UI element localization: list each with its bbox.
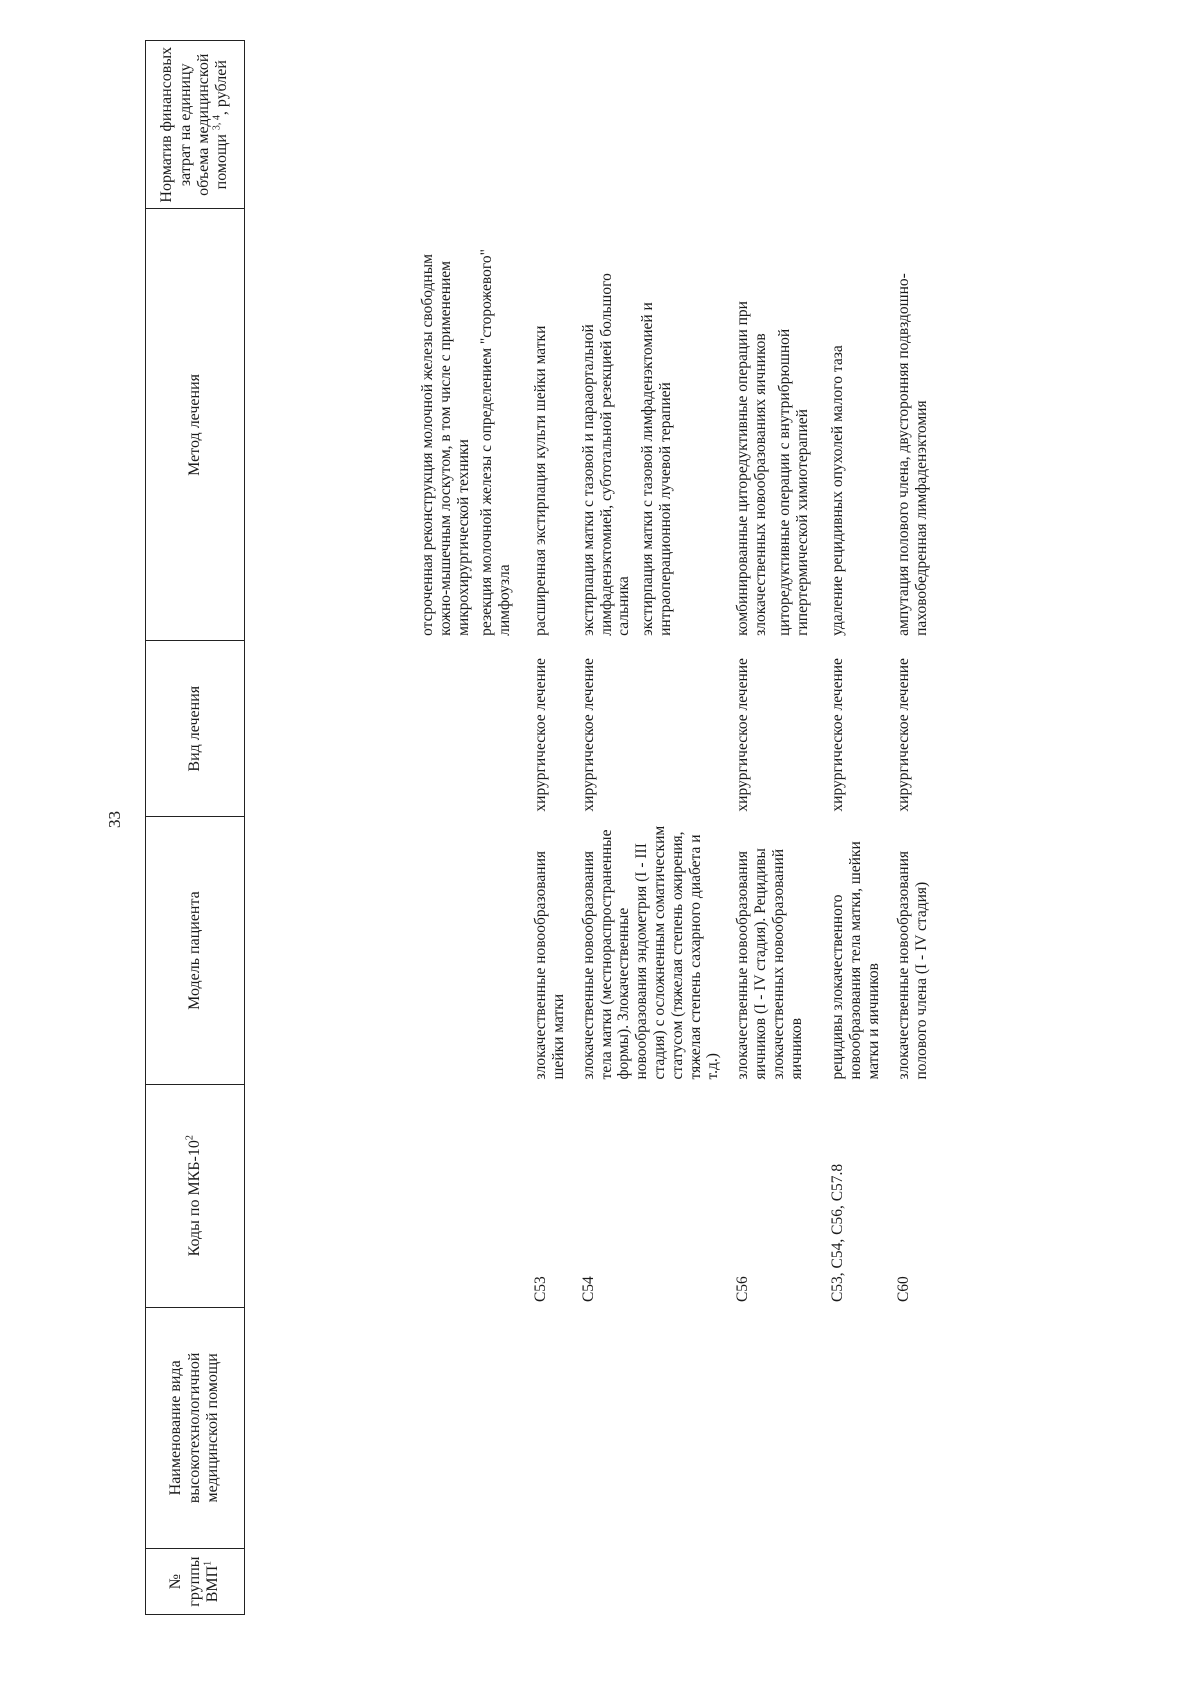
code-cell <box>415 1085 528 1308</box>
method-item: ампутация полового члена, двусторонняя подвздошно-паховобедренная лимфаденэктомия <box>894 273 930 636</box>
name-cell <box>825 1307 890 1549</box>
name-cell <box>576 1307 731 1549</box>
group-no-cell <box>528 1549 576 1615</box>
method-cell <box>415 209 528 641</box>
method-item: циторедуктивные операции с внутрибрюшной гипертермической химиотерапией <box>775 328 811 636</box>
table-row <box>825 41 890 1615</box>
code-cell: C56 <box>734 1276 752 1303</box>
model-cell: злокачественные новообразования шейки матки <box>532 850 567 1080</box>
model-cell <box>415 817 528 1085</box>
code-cell: C60 <box>894 1276 912 1303</box>
header-group-no: № группы ВМП$^1$ <box>146 1549 245 1615</box>
model-cell: рецидивы злокачественного новообразования тела матки, шейки матки и яичников <box>829 841 883 1080</box>
norm-cell <box>576 41 731 209</box>
type-cell: хирургическое лечение <box>894 658 912 812</box>
method-cell <box>891 209 945 641</box>
type-cell <box>415 641 528 817</box>
table-row <box>891 41 945 1615</box>
code-cell: C53, C54, C56, C57.8 <box>829 1163 847 1303</box>
method-item: расширенная экстирпация культи шейки матки <box>532 325 550 636</box>
method-item: экстирпация матки с тазовой и парааортальной лимфаденэктомией, субтотальной резекцией большого сальника <box>579 273 633 636</box>
group-no-cell <box>415 1549 528 1615</box>
norm-cell <box>891 41 945 209</box>
method-cell <box>730 209 825 641</box>
method-item: отсроченная реконструкция молочной железы свободным кожно-мышечным лоскутом, в том числе с применением микрохирургической техники <box>419 254 472 636</box>
code-cell: C53 <box>532 1276 550 1303</box>
header-norm: Норматив финансовых затрат на единицу объема медицинской помощи $^{3, 4}$, рублей <box>146 41 245 209</box>
table-header-row <box>146 41 245 1615</box>
method-item: резекция молочной железы с определением "сторожевого" лимфоузла <box>478 249 514 636</box>
group-no-cell <box>730 1549 825 1615</box>
type-cell: хирургическое лечение <box>734 658 752 812</box>
model-cell: злокачественные новообразования тела матки (местнораспространенные формы). Злокачественные новообразования эндометрия (I - III стадия) с осложненным соматическим статусом (тяжелая степень ожирения, тяжелая степень сахарного диабета и т.д.) <box>579 825 722 1080</box>
table-row <box>415 41 528 1615</box>
name-cell <box>415 1307 528 1549</box>
table-row <box>730 41 825 1615</box>
page-number: 33 <box>105 811 124 828</box>
table-row <box>528 41 576 1615</box>
vmp-table <box>145 40 945 1615</box>
group-no-cell <box>576 1549 731 1615</box>
name-cell <box>891 1307 945 1549</box>
method-item: удаление рецидивных опухолей малого таза <box>829 345 847 636</box>
method-item: комбинированные циторедуктивные операции при злокачественных новообразованиях яичников <box>734 301 769 636</box>
method-item: экстирпация матки с тазовой лимфаденэктомией и интраоперационной лучевой терапией <box>639 302 674 636</box>
type-cell: хирургическое лечение <box>829 658 847 812</box>
model-cell: злокачественные новообразования полового члена (I - IV стадия) <box>894 850 930 1080</box>
document-table-area <box>145 40 1060 1615</box>
norm-cell <box>730 41 825 209</box>
group-no-cell <box>825 1549 890 1615</box>
norm-cell <box>825 41 890 209</box>
header-type: Вид лечения <box>146 641 245 817</box>
table-row <box>576 41 731 1615</box>
method-cell <box>528 209 576 641</box>
type-cell: хирургическое лечение <box>532 658 550 812</box>
header-name: Наименование вида высокотехнологичной медицинской помощи <box>146 1307 245 1549</box>
code-cell: C54 <box>579 1276 597 1303</box>
norm-cell <box>415 41 528 209</box>
norm-cell <box>528 41 576 209</box>
header-codes: Коды по МКБ-$10^2$ <box>146 1085 245 1308</box>
header-method: Метод лечения <box>146 209 245 641</box>
name-cell <box>528 1307 576 1549</box>
model-cell: злокачественные новообразования яичников (I - IV стадия). Рецидивы злокачественных новообразований яичников <box>734 848 805 1080</box>
spacer-row <box>245 41 416 1615</box>
method-cell <box>825 209 890 641</box>
group-no-cell <box>891 1549 945 1615</box>
method-cell <box>576 209 731 641</box>
type-cell: хирургическое лечение <box>579 658 597 812</box>
header-model: Модель пациента <box>146 817 245 1085</box>
name-cell <box>730 1307 825 1549</box>
